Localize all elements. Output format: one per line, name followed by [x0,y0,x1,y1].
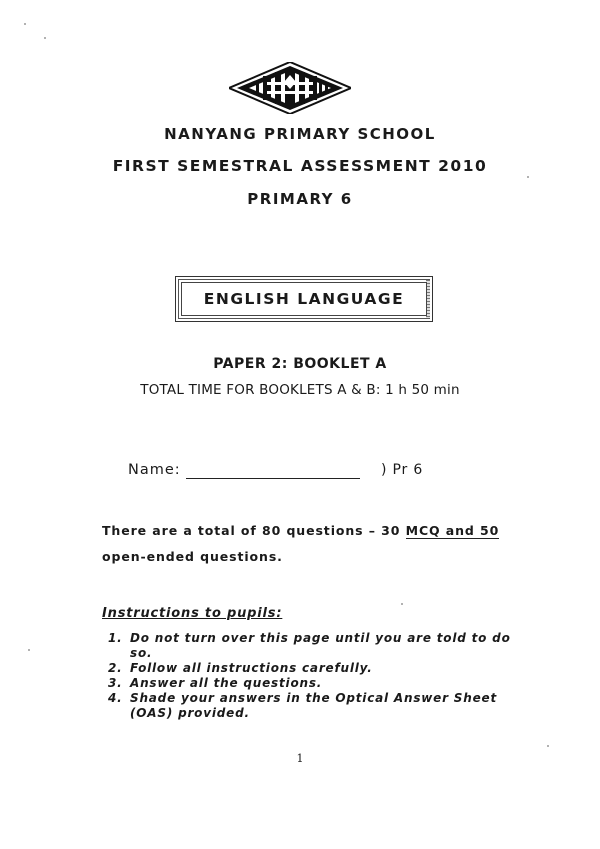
assessment-title: FIRST SEMESTRAL ASSESSMENT 2010 [112,157,488,175]
instruction-number: 4. [108,691,123,705]
instruction-text: Shade your answers in the Optical Answer Sheet (OAS) provided. [130,691,498,720]
instructions-heading: Instructions to pupils: [102,606,283,621]
name-label: Name: [128,462,181,478]
subject-box [175,276,433,322]
total-time: TOTAL TIME FOR BOOKLETS A & B: 1 h 50 min [140,382,460,398]
instruction-number: 2. [108,661,123,675]
question-summary-line1 [102,523,499,538]
page-number: 1 [296,752,304,765]
scan-speck [28,649,30,651]
class-label: ) Pr 6 [381,462,424,478]
question-summary-line2: open-ended questions. [102,549,283,564]
question-summary-mcq: MCQ and 50 [405,523,500,538]
instruction-item [102,691,532,721]
subject-box-inner [181,282,427,316]
scan-speck [44,37,46,39]
school-name: NANYANG PRIMARY SCHOOL [164,125,436,143]
instruction-item [102,676,532,691]
subject-title: ENGLISH LANGUAGE [203,290,405,308]
instruction-text: Do not turn over this page until you are told to do so. [130,631,511,660]
instruction-text: Answer all the questions. [130,676,323,690]
paper-title: PAPER 2: BOOKLET A [213,356,387,372]
scan-speck [401,603,403,605]
school-crest-logo [229,62,351,114]
instruction-item [102,661,532,676]
primary-level: PRIMARY 6 [247,190,353,208]
instructions-list [102,631,532,721]
instruction-number: 3. [108,676,123,690]
scan-speck [24,23,26,25]
instruction-item [102,631,532,661]
name-input-line[interactable] [186,478,360,479]
scan-speck [527,176,529,178]
instruction-number: 1. [108,631,123,645]
instruction-text: Follow all instructions carefully. [130,661,373,675]
scan-speck [547,745,549,747]
question-summary-text: There are a total of 80 questions – 30 [102,523,406,538]
